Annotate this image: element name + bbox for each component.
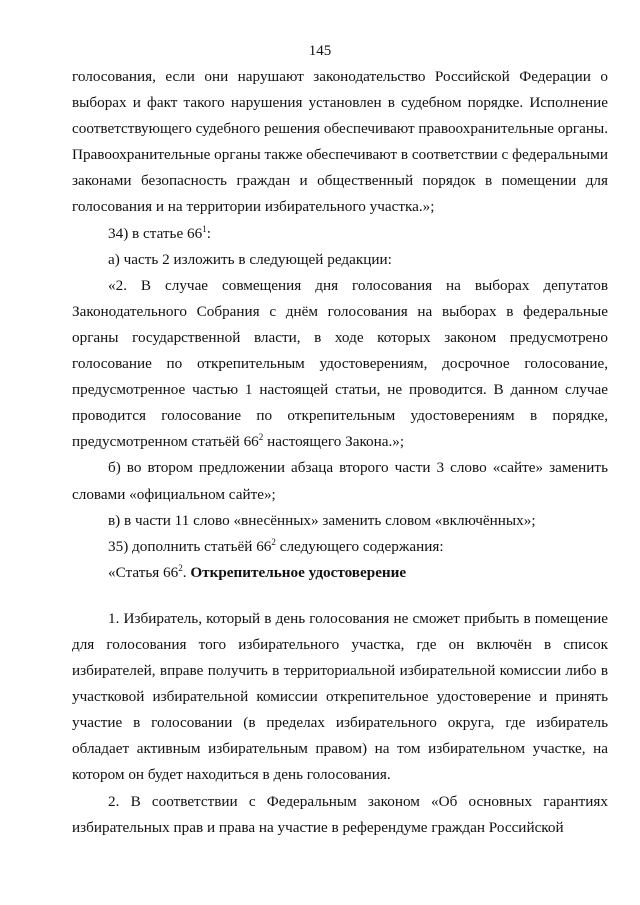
paragraph-item-b: б) во втором предложении абзаца второго части 3 слово «сайте» заменить словами «официальном сайте»;	[72, 459, 608, 503]
paragraph-quote-part-2: «2. В случае совмещения дня голосования на выборах депутатов Законодательного Собрания с днём голосования на выборах в федеральные органы государственной власти, в ходе которых законом предусмотрено голосование по открепительным удостоверениям, досрочное голосование, предусмотренное частью 1 настоящей статьи, не проводится. В данном случае проводится голосование по открепительным удостоверениям в порядке, предусмотренном статьёй $66^2$ настоящего Закона.»;	[72, 276, 608, 451]
document-body	[72, 64, 608, 841]
section-spacer	[72, 586, 608, 606]
paragraph-item-34: 34) в статье $66^1$:	[108, 223, 211, 242]
paragraph-item-a: а) часть 2 изложить в следующей редакции:	[108, 250, 392, 268]
paragraph-item-35: 35) дополнить статьёй $66^2$ следующего содержания:	[108, 536, 444, 555]
paragraph-continuation: голосования, если они нарушают законодательство Российской Федерации о выборах и факт такого нарушения установлен в судебном порядке. Исполнение соответствующего судебного решения обеспечивают правоохранительные органы. Правоохранительные органы также обеспечивают в соответствии с федеральными законами безопасность граждан и общественный порядок в помещении для голосования и на территории избирательного участка.»;	[72, 68, 608, 216]
article-heading: «Статья $66^2$. Открепительное удостоверение	[108, 562, 407, 581]
page-number: 145	[308, 43, 332, 59]
paragraph-item-v: в) в части 11 слово «внесённых» заменить словом «включённых»;	[108, 511, 536, 529]
article-title: Открепительное удостоверение	[190, 563, 407, 581]
paragraph-clause-2: 2. В соответствии с Федеральным законом «Об основных гарантиях избирательных прав и права на участие в референдуме граждан Российской	[72, 792, 608, 836]
paragraph-clause-1: 1. Избиратель, который в день голосования не сможет прибыть в помещение для голосования того избирательного участка, где он включён в список избирателей, вправе получить в территориальной избирательной комиссии либо в участковой избирательной комиссии открепительное удостоверение и принять участие в голосовании (в пределах избирательного округа, где избиратель обладает активным избирательным правом) на том избирательном участке, на котором он будет находиться в день голосования.	[72, 609, 608, 784]
